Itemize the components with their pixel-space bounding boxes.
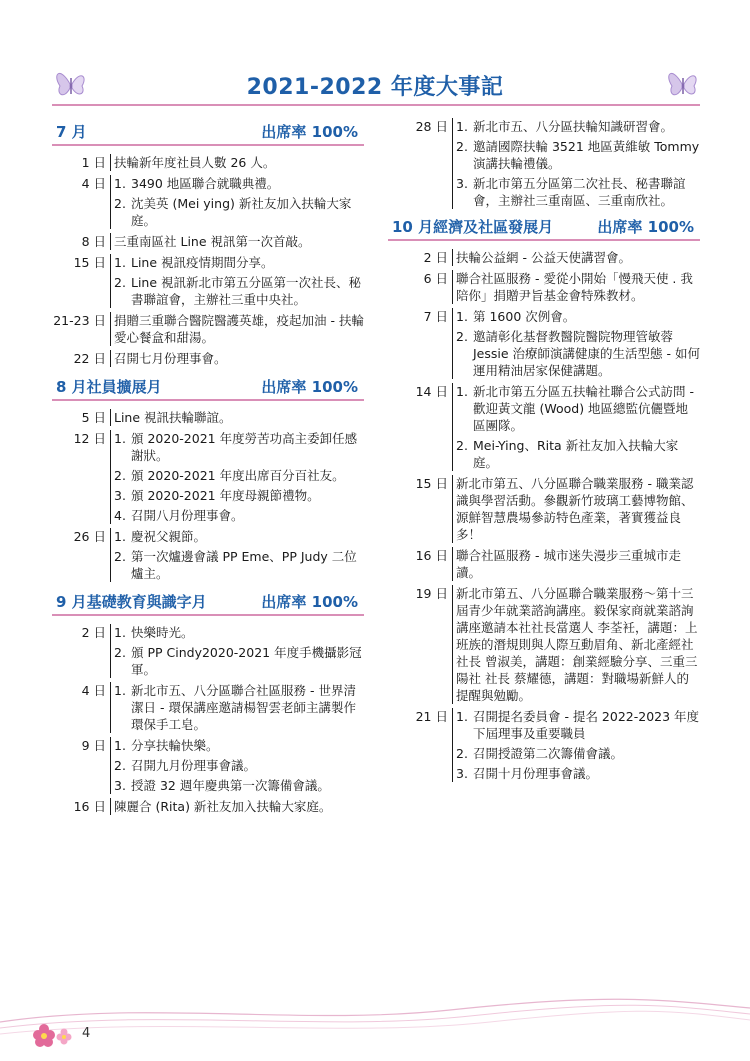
item-number: 2. bbox=[456, 329, 468, 344]
item-text: 邀請國際扶輪 3521 地區黃維敏 Tommy 演講扶輪禮儀。 bbox=[473, 139, 700, 171]
item-number: 3. bbox=[114, 488, 126, 503]
event-day: 6 日 bbox=[423, 271, 448, 286]
event-entry bbox=[388, 547, 700, 581]
event-entry bbox=[388, 118, 700, 209]
event-item bbox=[114, 175, 364, 192]
item-text: 新北市第五、八分區聯合職業服務～第十三屆青少年就業諮詢講座。毅保家商就業諮詢講座邀請本社社長當選人 李荃衽，講題：上班族的潛規則與人際互動眉角、新北產經社社長 曾淑美，講題：創業經驗分享、三重三陽社 社長 蔡耀德，講題：對職場新鮮人的提醒與勉勵。 bbox=[456, 586, 698, 703]
event-entry bbox=[388, 585, 700, 704]
item-text: 新北市五、八分區聯合社區服務 - 世界清潔日 - 環保講座邀請楊智雲老師主講製作環保手工皂。 bbox=[131, 683, 356, 732]
event-entry bbox=[52, 350, 364, 367]
item-text: 頒 PP Cindy2020-2021 年度手機攝影冠軍。 bbox=[131, 645, 362, 677]
event-entry bbox=[52, 175, 364, 229]
event-item bbox=[456, 249, 700, 266]
item-number: 1. bbox=[114, 255, 126, 270]
footer-wave-decoration bbox=[0, 980, 750, 1040]
day-divider bbox=[110, 312, 111, 346]
title-divider bbox=[52, 104, 700, 106]
event-entry bbox=[388, 708, 700, 782]
item-text: 三重南區社 Line 視訊第一次首敲。 bbox=[114, 234, 311, 249]
event-item bbox=[114, 737, 364, 754]
event-item bbox=[456, 328, 700, 379]
event-day: 9 日 bbox=[81, 738, 106, 753]
item-number: 2. bbox=[114, 645, 126, 660]
item-number: 1. bbox=[456, 309, 468, 324]
day-divider bbox=[452, 249, 453, 266]
event-item bbox=[456, 585, 700, 704]
item-number: 3. bbox=[456, 176, 468, 191]
event-day: 21 日 bbox=[415, 709, 448, 724]
event-item bbox=[114, 274, 364, 308]
item-number: 1. bbox=[114, 529, 126, 544]
event-day: 16 日 bbox=[415, 548, 448, 563]
item-text: 召開八月份理事會。 bbox=[131, 508, 244, 523]
item-number: 3. bbox=[114, 778, 126, 793]
day-divider bbox=[110, 798, 111, 815]
event-day: 19 日 bbox=[415, 586, 448, 601]
right-pre-entries bbox=[388, 118, 700, 209]
event-items bbox=[114, 350, 364, 367]
event-day: 8 日 bbox=[81, 234, 106, 249]
event-items bbox=[114, 798, 364, 815]
item-text: 新北市五、八分區扶輪知識研習會。 bbox=[473, 119, 674, 134]
section-title: 10 月經濟及社區發展月 bbox=[392, 218, 554, 236]
item-number: 2. bbox=[114, 196, 126, 211]
item-text: 扶輪公益網 - 公益天使講習會。 bbox=[456, 250, 631, 265]
item-text: 第 1600 次例會。 bbox=[473, 309, 576, 324]
day-divider bbox=[452, 708, 453, 782]
event-item bbox=[456, 308, 700, 325]
item-number: 1. bbox=[114, 625, 126, 640]
event-entry bbox=[388, 270, 700, 304]
event-item bbox=[456, 270, 700, 304]
day-divider bbox=[110, 233, 111, 250]
day-divider bbox=[110, 254, 111, 308]
event-item bbox=[114, 154, 364, 171]
left-column bbox=[52, 118, 364, 827]
section-heading bbox=[52, 124, 364, 146]
event-entry bbox=[52, 312, 364, 346]
item-text: Line 視訊扶輪聯誼。 bbox=[114, 410, 232, 425]
item-number: 3. bbox=[456, 766, 468, 781]
item-text: 召開九月份理事會議。 bbox=[131, 758, 257, 773]
day-divider bbox=[452, 475, 453, 543]
item-number: 2. bbox=[114, 549, 126, 564]
day-divider bbox=[452, 383, 453, 471]
event-day: 5 日 bbox=[81, 410, 106, 425]
event-item bbox=[456, 475, 700, 543]
day-divider bbox=[110, 430, 111, 524]
event-item bbox=[114, 487, 364, 504]
event-items bbox=[114, 154, 364, 171]
item-text: Mei-Ying、Rita 新社友加入扶輪大家庭。 bbox=[473, 438, 679, 470]
day-divider bbox=[110, 175, 111, 229]
item-text: 授證 32 週年慶典第一次籌備會議。 bbox=[131, 778, 330, 793]
event-item bbox=[456, 765, 700, 782]
event-item bbox=[456, 118, 700, 135]
item-text: 慶祝父親節。 bbox=[131, 529, 207, 544]
event-item bbox=[114, 644, 364, 678]
event-entry bbox=[52, 430, 364, 524]
event-day: 2 日 bbox=[81, 625, 106, 640]
right-sections bbox=[388, 219, 700, 782]
item-text: 新北市第五分區第二次社長、秘書聯誼會，主辦社三重南區、三重南欣社。 bbox=[473, 176, 686, 208]
item-text: Line 視訊疫情期間分享。 bbox=[131, 255, 274, 270]
event-day: 2 日 bbox=[423, 250, 448, 265]
day-divider bbox=[452, 270, 453, 304]
day-divider bbox=[452, 585, 453, 704]
item-text: 頒 2020-2021 年度出席百分百社友。 bbox=[131, 468, 345, 483]
item-number: 2. bbox=[114, 758, 126, 773]
item-text: 聯合社區服務 - 城市迷失漫步三重城市走讀。 bbox=[456, 548, 681, 580]
event-items bbox=[456, 708, 700, 782]
event-item bbox=[456, 745, 700, 762]
event-entry bbox=[52, 409, 364, 426]
event-day: 22 日 bbox=[73, 351, 106, 366]
event-item bbox=[114, 233, 364, 250]
item-text: 捐贈三重聯合醫院醫護英雄，疫起加油 - 扶輪愛心餐盒和甜湯。 bbox=[114, 313, 364, 345]
event-item bbox=[456, 383, 700, 434]
day-divider bbox=[110, 409, 111, 426]
event-item bbox=[456, 175, 700, 209]
event-entry bbox=[388, 383, 700, 471]
item-number: 2. bbox=[114, 275, 126, 290]
item-text: 陳麗合 (Rita) 新社友加入扶輪大家庭。 bbox=[114, 799, 332, 814]
event-item bbox=[114, 430, 364, 464]
section-heading bbox=[52, 379, 364, 401]
section-title: 9 月基礎教育與識字月 bbox=[56, 593, 207, 611]
event-item bbox=[114, 777, 364, 794]
section-title: 8 月社員擴展月 bbox=[56, 378, 162, 396]
event-day: 1 日 bbox=[81, 155, 106, 170]
event-entry bbox=[388, 249, 700, 266]
event-entry bbox=[388, 308, 700, 379]
event-items bbox=[114, 409, 364, 426]
item-text: 沈美英 (Mei ying) 新社友加入扶輪大家庭。 bbox=[131, 196, 352, 228]
day-divider bbox=[452, 118, 453, 209]
day-divider bbox=[110, 682, 111, 733]
event-item bbox=[114, 798, 364, 815]
item-text: 召開授證第二次籌備會議。 bbox=[473, 746, 624, 761]
event-items bbox=[456, 585, 700, 704]
event-items bbox=[114, 528, 364, 582]
item-text: 快樂時光。 bbox=[131, 625, 194, 640]
item-number: 1. bbox=[114, 431, 126, 446]
section-heading bbox=[52, 594, 364, 616]
section-heading bbox=[388, 219, 700, 241]
item-number: 1. bbox=[114, 683, 126, 698]
day-divider bbox=[452, 547, 453, 581]
item-number: 1. bbox=[114, 738, 126, 753]
event-day: 21-23 日 bbox=[53, 313, 106, 328]
event-item bbox=[456, 547, 700, 581]
event-day: 15 日 bbox=[415, 476, 448, 491]
item-number: 2. bbox=[456, 746, 468, 761]
event-entry bbox=[52, 528, 364, 582]
event-entry bbox=[52, 233, 364, 250]
item-text: 召開提名委員會 - 提名 2022-2023 年度下屆理事及重要職員 bbox=[473, 709, 700, 741]
event-item bbox=[114, 682, 364, 733]
event-item bbox=[114, 312, 364, 346]
section-body bbox=[52, 624, 364, 815]
item-number: 1. bbox=[456, 384, 468, 399]
item-text: 頒 2020-2021 年度母親節禮物。 bbox=[131, 488, 320, 503]
event-items bbox=[456, 270, 700, 304]
item-number: 2. bbox=[114, 468, 126, 483]
item-number: 2. bbox=[456, 438, 468, 453]
day-divider bbox=[110, 154, 111, 171]
event-entry bbox=[52, 682, 364, 733]
section-title: 7 月 bbox=[56, 123, 87, 141]
event-item bbox=[114, 507, 364, 524]
event-entry bbox=[52, 254, 364, 308]
event-items bbox=[114, 312, 364, 346]
event-day: 4 日 bbox=[81, 683, 106, 698]
item-text: 扶輪新年度社員人數 26 人。 bbox=[114, 155, 276, 170]
event-items bbox=[114, 254, 364, 308]
event-items bbox=[114, 430, 364, 524]
event-item bbox=[114, 528, 364, 545]
item-text: 新北市第五、八分區聯合職業服務 - 職業認識與學習活動。參觀新竹玻璃工藝博物館、源鮮智慧農場參訪特色產業，著實獲益良多！ bbox=[456, 476, 694, 542]
attendance-rate: 出席率 100% bbox=[261, 593, 358, 611]
event-entry bbox=[52, 798, 364, 815]
day-divider bbox=[452, 308, 453, 379]
day-divider bbox=[110, 624, 111, 678]
event-items bbox=[114, 175, 364, 229]
item-text: Line 視訊新北市第五分區第一次社長、秘書聯誼會，主辦社三重中央社。 bbox=[131, 275, 362, 307]
page-number: 4 bbox=[82, 1026, 91, 1041]
item-number: 4. bbox=[114, 508, 126, 523]
event-day: 28 日 bbox=[415, 119, 448, 134]
item-number: 2. bbox=[456, 139, 468, 154]
event-item bbox=[114, 409, 364, 426]
event-day: 26 日 bbox=[73, 529, 106, 544]
event-item bbox=[114, 254, 364, 271]
item-text: 召開十月份理事會議。 bbox=[473, 766, 599, 781]
event-items bbox=[114, 737, 364, 794]
item-number: 1. bbox=[114, 176, 126, 191]
item-text: 召開七月份理事會。 bbox=[114, 351, 227, 366]
event-entry bbox=[388, 475, 700, 543]
page-title: 2021-2022 年度大事記 bbox=[246, 75, 504, 100]
item-text: 分享扶輪快樂。 bbox=[131, 738, 219, 753]
item-text: 第一次爐邊會議 PP Eme、PP Judy 二位爐主。 bbox=[131, 549, 357, 581]
event-items bbox=[456, 118, 700, 209]
item-text: 頒 2020-2021 年度勞苦功高主委卸任感謝狀。 bbox=[131, 431, 358, 463]
event-item bbox=[114, 467, 364, 484]
section-body bbox=[388, 249, 700, 782]
item-text: 邀請彰化基督教醫院醫院物理管敏蓉 Jessie 治療師演講健康的生活型態 - 如何運用精油居家保健講題。 bbox=[473, 329, 700, 378]
event-item bbox=[456, 708, 700, 742]
event-day: 14 日 bbox=[415, 384, 448, 399]
item-text: 聯合社區服務 - 愛從小開始「慢飛天使 . 我陪你」捐贈尹旨基金會特殊教材。 bbox=[456, 271, 693, 303]
event-day: 4 日 bbox=[81, 176, 106, 191]
day-divider bbox=[110, 737, 111, 794]
event-items bbox=[456, 249, 700, 266]
flower-icon bbox=[30, 1020, 78, 1050]
event-item bbox=[456, 437, 700, 471]
event-items bbox=[456, 475, 700, 543]
event-day: 7 日 bbox=[423, 309, 448, 324]
right-column bbox=[388, 118, 700, 794]
event-items bbox=[114, 624, 364, 678]
event-item bbox=[114, 195, 364, 229]
event-item bbox=[114, 757, 364, 774]
attendance-rate: 出席率 100% bbox=[261, 123, 358, 141]
event-day: 15 日 bbox=[73, 255, 106, 270]
event-item bbox=[456, 138, 700, 172]
event-entry bbox=[52, 154, 364, 171]
item-text: 新北市第五分區五扶輪社聯合公式訪問 - 歡迎黃文龍 (Wood) 地區總監伉儷暨地區團隊。 bbox=[473, 384, 694, 433]
event-items bbox=[456, 308, 700, 379]
day-divider bbox=[110, 528, 111, 582]
event-items bbox=[456, 383, 700, 471]
event-entry bbox=[52, 737, 364, 794]
section-body bbox=[52, 154, 364, 367]
day-divider bbox=[110, 350, 111, 367]
event-item bbox=[114, 548, 364, 582]
attendance-rate: 出席率 100% bbox=[597, 218, 694, 236]
item-number: 1. bbox=[456, 119, 468, 134]
event-items bbox=[114, 233, 364, 250]
event-items bbox=[456, 547, 700, 581]
event-day: 12 日 bbox=[73, 431, 106, 446]
event-item bbox=[114, 624, 364, 641]
item-text: 3490 地區聯合就職典禮。 bbox=[131, 176, 280, 191]
item-number: 1. bbox=[456, 709, 468, 724]
event-entry bbox=[52, 624, 364, 678]
event-items bbox=[114, 682, 364, 733]
section-body bbox=[52, 409, 364, 582]
event-item bbox=[114, 350, 364, 367]
event-day: 16 日 bbox=[73, 799, 106, 814]
attendance-rate: 出席率 100% bbox=[261, 378, 358, 396]
